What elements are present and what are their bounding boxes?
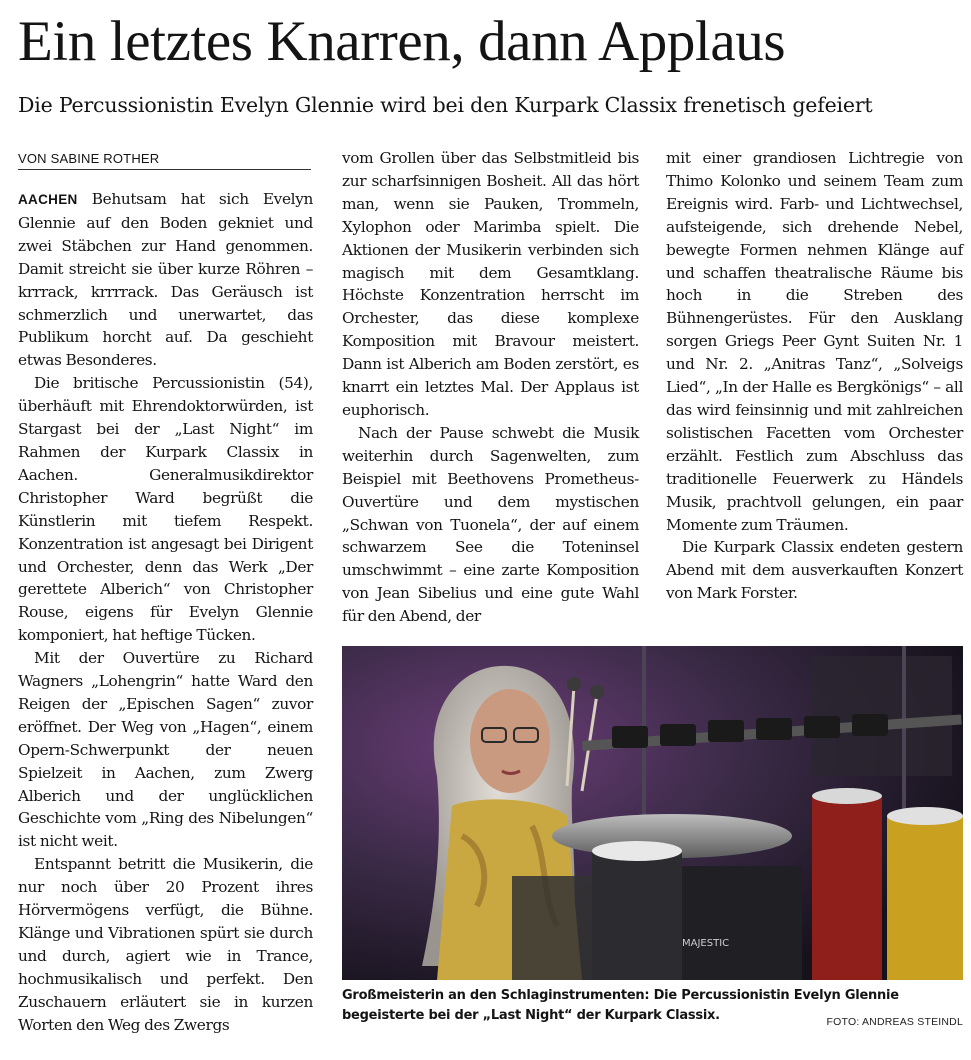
article-column-3 [666, 147, 963, 605]
article-column-2 [342, 147, 639, 628]
headline: Ein letztes Knarren, dann Applaus [18, 10, 786, 73]
drum-brand-label: MAJESTIC [682, 938, 730, 949]
paragraph-text: Behutsam hat sich Evelyn Glennie auf den Boden gekniet und zwei Stäbchen zur Hand genommen. Damit streicht sie über kurze Röhren – krrrack, krrrrack. Das Geräusch ist schmerzlich und unerwartet, das Publikum horcht auf. Da geschieht etwas Besonderes. [18, 190, 314, 370]
byline: VON SABINE ROTHER [18, 150, 311, 170]
article-paragraph: Nach der Pause schwebt die Musik weiterhin durch Sagenwelten, zum Beispiel mit Beethovens Prometheus-Ouvertüre und dem mystischen „Schwan von Tuonela“, der auf einem schwarzem See die Toteninsel umschwimmt – eine zarte Komposition von Jean Sibelius und eine gute Wahl für den Abend, der [342, 423, 639, 626]
article-paragraph: Die Kurpark Classix endeten gestern Abend mit dem ausverkauften Konzert von Mark Forster. [666, 538, 963, 603]
dateline: AACHEN [18, 192, 78, 207]
photo-percussionist [342, 646, 963, 980]
photo-credit: FOTO: ANDREAS STEINDL [826, 1016, 963, 1028]
caption-line-2: begeisterte bei der „Last Night“ der Kurpark Classix. [342, 1008, 720, 1023]
article-column-1 [18, 188, 313, 1037]
subheadline: Die Percussionistin Evelyn Glennie wird bei den Kurpark Classix frenetisch gefeiert [18, 93, 873, 117]
article-paragraph: Mit der Ouvertüre zu Richard Wagners „Lohengrin“ hatte Ward den Reigen der „Epischen Sagen“ zuvor eröffnet. Der Weg von „Hagen“, einem Opern-Schwerpunkt der neuen Spielzeit in Aachen, zum Zwerg Alberich und der unglücklichen Geschichte vom „Ring des Nibelungen“ ist nicht weit. [18, 649, 313, 851]
article-paragraph: Die britische Percussionistin (54), überhäuft mit Ehrendoktorwürden, ist Stargast bei der „Last Night“ im Rahmen der Kurpark Classix in Aachen. Generalmusikdirektor Christopher Ward begrüßt die Künstlerin mit tiefem Respekt. Konzentration ist angesagt bei Dirigent und Orchester, denn das Werk „Der gerettete Alberich“ von Christopher Rouse, eigens für Evelyn Glennie komponiert, hat heftige Tücken. [18, 374, 313, 645]
article-paragraph: vom Grollen über das Selbstmitleid bis zur scharfsinnigen Bosheit. All das hört man, wenn sie Pauken, Trommeln, Xylophon oder Marimba spielt. Die Aktionen der Musikerin verbinden sich magisch mit dem Gesamtklang. Höchste Konzentration herrscht im Orchester, das diese komplexe Komposition mit Bravour meistert. Dann ist Alberich am Boden zerstört, es knarrt ein letztes Mal. Der Applaus ist euphorisch. [342, 149, 639, 419]
article-paragraph: Entspannt betritt die Musikerin, die nur noch über 20 Prozent ihres Hörvermögens verfügt, die Bühne. Klänge und Vibrationen spürt sie durch und durch, agiert wie in Trance, hochmusikalisch und perfekt. Den Zuschauern erläutert sie in kurzen Worten den Weg des Zwergs [18, 855, 313, 1034]
article-paragraph [18, 188, 313, 372]
article-paragraph: mit einer grandiosen Lichtregie von Thimo Kolonko und seinem Team zum Ereignis wird. Farb- und Lichtwechsel, aufsteigende, sich drehende Nebel, bewegte Formen nehmen Klänge auf und schaffen theatralische Räume bis hoch in die Streben des Bühnengerüstes. Für den Ausklang sorgen Griegs Peer Gynt Suiten Nr. 1 und Nr. 2. „Anitras Tanz“, „Solveigs Lied“, „In der Halle es Bergkönigs“ – all das wird feinsinnig und mit zahlreichen solistischen Facetten vom Orchester erzählt. Festlich zum Abschluss das traditionelle Feuerwerk zu Händels Musik, prachtvoll gelungen, ein paar Momente zum Träumen. [666, 149, 963, 534]
caption-line-1: Großmeisterin an den Schlaginstrumenten: Die Percussionistin Evelyn Glennie [342, 988, 899, 1003]
